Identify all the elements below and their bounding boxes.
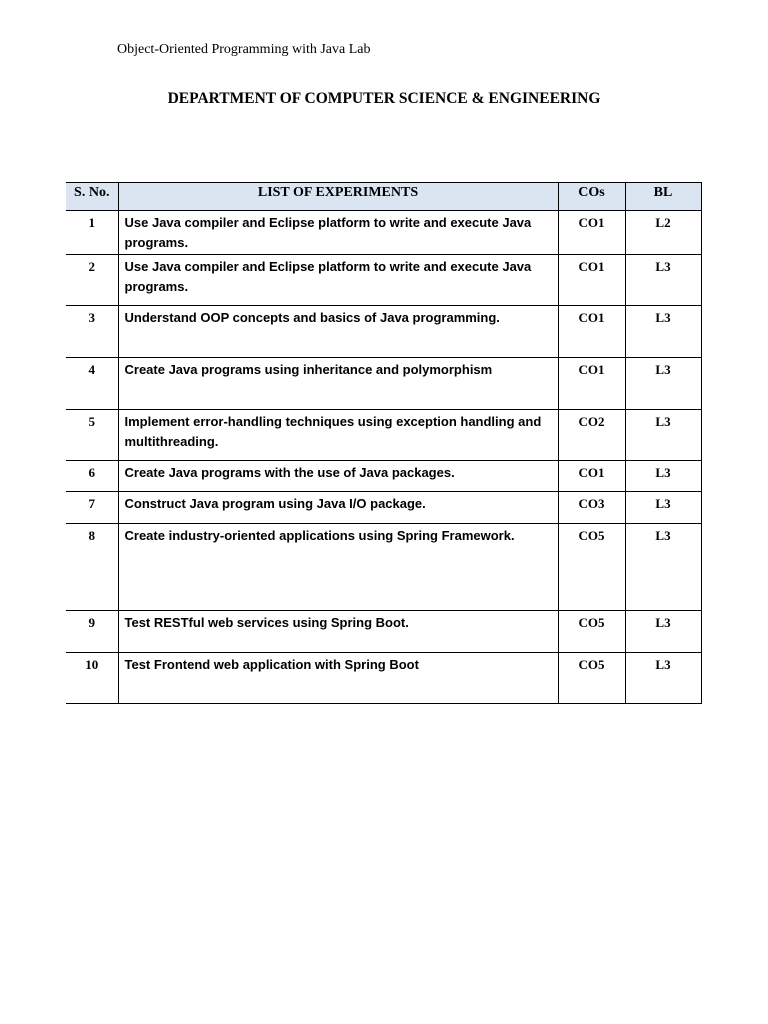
table-row	[66, 255, 701, 306]
cell-co: CO1	[558, 358, 625, 410]
cell-bl: L3	[625, 492, 701, 524]
table-row	[66, 306, 701, 358]
cell-experiment: Test RESTful web services using Spring Boot.	[118, 611, 558, 653]
cell-experiment: Test Frontend web application with Spring Boot	[118, 653, 558, 704]
page-title: DEPARTMENT OF COMPUTER SCIENCE & ENGINEERING	[167, 90, 601, 107]
cell-bl: L3	[625, 653, 701, 704]
cell-co: CO1	[558, 461, 625, 492]
table-row	[66, 410, 701, 461]
table-row	[66, 492, 701, 524]
cell-sno: 10	[66, 653, 118, 704]
experiments-table	[66, 182, 702, 704]
cell-co: CO5	[558, 611, 625, 653]
table-row	[66, 211, 701, 255]
cell-sno: 6	[66, 461, 118, 492]
cell-sno: 7	[66, 492, 118, 524]
cell-bl: L3	[625, 524, 701, 611]
column-header-sno: S. No.	[66, 183, 118, 211]
cell-sno: 3	[66, 306, 118, 358]
cell-co: CO3	[558, 492, 625, 524]
table-row	[66, 524, 701, 611]
cell-co: CO5	[558, 524, 625, 611]
table-row	[66, 611, 701, 653]
column-header-experiments: LIST OF EXPERIMENTS	[118, 183, 558, 211]
cell-experiment: Construct Java program using Java I/O package.	[118, 492, 558, 524]
cell-experiment: Implement error-handling techniques using exception handling and multithreading.	[118, 410, 558, 461]
table-row	[66, 653, 701, 704]
cell-experiment: Understand OOP concepts and basics of Java programming.	[118, 306, 558, 358]
table-row	[66, 461, 701, 492]
cell-bl: L3	[625, 306, 701, 358]
cell-co: CO1	[558, 211, 625, 255]
cell-co: CO5	[558, 653, 625, 704]
cell-sno: 1	[66, 211, 118, 255]
cell-sno: 9	[66, 611, 118, 653]
cell-bl: L3	[625, 255, 701, 306]
cell-co: CO1	[558, 255, 625, 306]
cell-sno: 8	[66, 524, 118, 611]
cell-sno: 2	[66, 255, 118, 306]
column-header-cos: COs	[558, 183, 625, 211]
cell-experiment: Use Java compiler and Eclipse platform to write and execute Java programs.	[118, 255, 558, 306]
cell-bl: L3	[625, 611, 701, 653]
table-header-row	[66, 183, 701, 211]
cell-bl: L3	[625, 461, 701, 492]
cell-sno: 5	[66, 410, 118, 461]
cell-co: CO2	[558, 410, 625, 461]
cell-experiment: Create industry-oriented applications using Spring Framework.	[118, 524, 558, 611]
cell-bl: L2	[625, 211, 701, 255]
cell-co: CO1	[558, 306, 625, 358]
document-header: Object-Oriented Programming with Java Lab	[117, 42, 371, 57]
column-header-bl: BL	[625, 183, 701, 211]
cell-bl: L3	[625, 410, 701, 461]
cell-experiment: Create Java programs with the use of Java packages.	[118, 461, 558, 492]
cell-experiment: Use Java compiler and Eclipse platform to write and execute Java programs.	[118, 211, 558, 255]
table-row	[66, 358, 701, 410]
cell-bl: L3	[625, 358, 701, 410]
cell-sno: 4	[66, 358, 118, 410]
cell-experiment: Create Java programs using inheritance and polymorphism	[118, 358, 558, 410]
